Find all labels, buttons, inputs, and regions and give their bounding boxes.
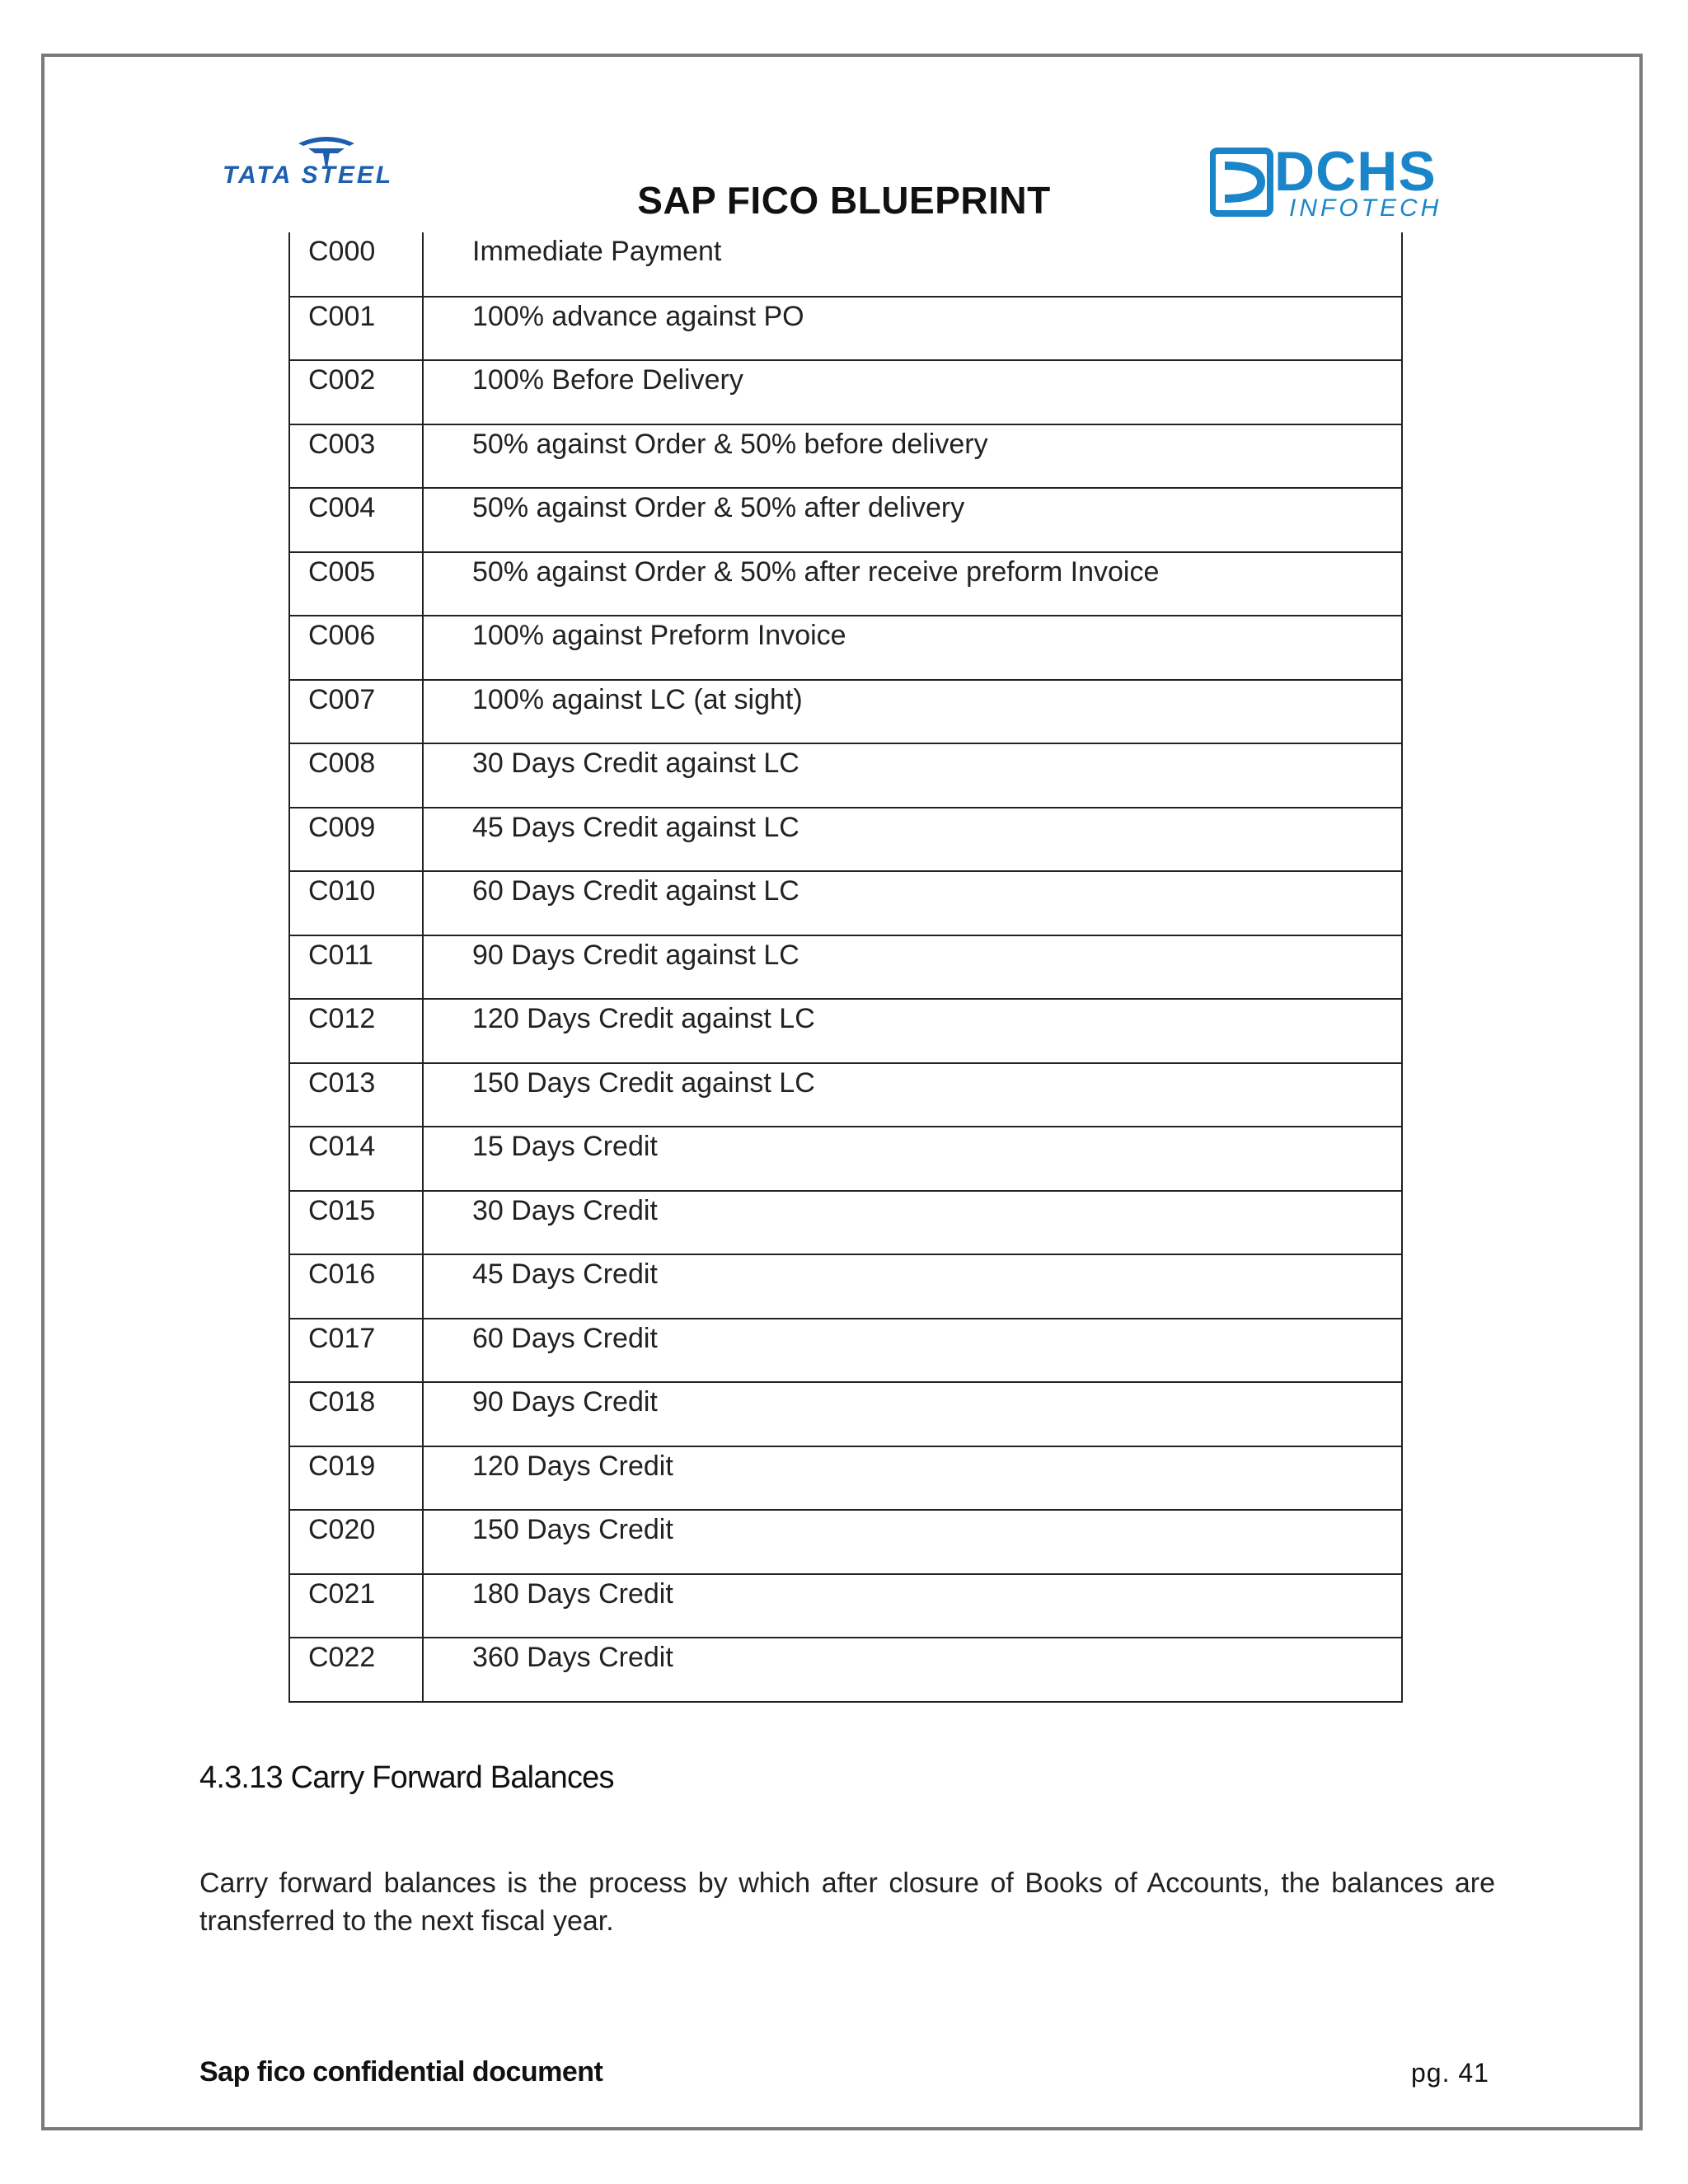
- table-row: [289, 808, 1402, 872]
- infotech-logo-text: INFOTECH: [1289, 194, 1442, 220]
- payment-term-description: 180 Days Credit: [423, 1574, 1402, 1638]
- table-row: [289, 1446, 1402, 1511]
- payment-term-code: C004: [289, 488, 423, 552]
- payment-term-description: Immediate Payment: [423, 232, 1402, 297]
- payment-term-description: 100% against LC (at sight): [423, 680, 1402, 744]
- payment-term-description: 90 Days Credit: [423, 1382, 1402, 1446]
- table-row: [289, 424, 1402, 489]
- payment-term-description: 60 Days Credit against LC: [423, 871, 1402, 935]
- section-heading: 4.3.13 Carry Forward Balances: [199, 1760, 614, 1795]
- payment-term-code: C006: [289, 616, 423, 680]
- payment-term-description: 50% against Order & 50% after receive preform Invoice: [423, 552, 1402, 616]
- payment-term-description: 15 Days Credit: [423, 1127, 1402, 1191]
- table-row: [289, 743, 1402, 808]
- table-row: [289, 232, 1402, 297]
- payment-term-description: 50% against Order & 50% after delivery: [423, 488, 1402, 552]
- page-number: pg. 41: [1411, 2058, 1489, 2088]
- table-row: [289, 999, 1402, 1063]
- payment-term-code: C001: [289, 297, 423, 361]
- payment-term-description: 120 Days Credit against LC: [423, 999, 1402, 1063]
- table-row: [289, 1319, 1402, 1383]
- payment-term-description: 30 Days Credit against LC: [423, 743, 1402, 808]
- payment-term-code: C020: [289, 1510, 423, 1574]
- payment-term-code: C008: [289, 743, 423, 808]
- table-row: [289, 871, 1402, 935]
- section-body-text: Carry forward balances is the process by which after closure of Books of Accounts, the balances are transferred to the next fiscal year.: [199, 1868, 1495, 1937]
- dchs-logo-text: DCHS: [1274, 144, 1437, 203]
- payment-term-description: 100% advance against PO: [423, 297, 1402, 361]
- payment-term-code: C011: [289, 935, 423, 1000]
- document-title: SAP FICO BLUEPRINT: [637, 179, 1051, 222]
- table-row: [289, 1510, 1402, 1574]
- payment-term-code: C005: [289, 552, 423, 616]
- payment-term-code: C000: [289, 232, 423, 297]
- payment-terms-table-body: [289, 232, 1402, 1702]
- payment-term-description: 150 Days Credit against LC: [423, 1063, 1402, 1127]
- table-row: [289, 1191, 1402, 1255]
- payment-term-code: C009: [289, 808, 423, 872]
- table-row: [289, 552, 1402, 616]
- table-row: [289, 297, 1402, 361]
- payment-term-code: C012: [289, 999, 423, 1063]
- payment-term-code: C015: [289, 1191, 423, 1255]
- table-row: [289, 1127, 1402, 1191]
- payment-term-description: 120 Days Credit: [423, 1446, 1402, 1511]
- payment-term-code: C007: [289, 680, 423, 744]
- payment-term-description: 100% against Preform Invoice: [423, 616, 1402, 680]
- payment-term-description: 360 Days Credit: [423, 1638, 1402, 1702]
- payment-term-description: 45 Days Credit: [423, 1254, 1402, 1319]
- table-row: [289, 1382, 1402, 1446]
- table-row: [289, 488, 1402, 552]
- payment-term-code: C021: [289, 1574, 423, 1638]
- payment-term-code: C014: [289, 1127, 423, 1191]
- payment-term-code: C003: [289, 424, 423, 489]
- table-row: [289, 680, 1402, 744]
- payment-term-code: C002: [289, 360, 423, 424]
- tata-logo-text: TATA STEEL: [223, 162, 394, 188]
- footer-label: Sap fico confidential document: [199, 2056, 603, 2088]
- payment-term-code: C019: [289, 1446, 423, 1511]
- table-row: [289, 935, 1402, 1000]
- table-row: [289, 1254, 1402, 1319]
- table-row: [289, 1638, 1402, 1702]
- payment-term-code: C022: [289, 1638, 423, 1702]
- payment-term-code: C018: [289, 1382, 423, 1446]
- payment-term-description: 50% against Order & 50% before delivery: [423, 424, 1402, 489]
- payment-term-description: 30 Days Credit: [423, 1191, 1402, 1255]
- payment-term-code: C013: [289, 1063, 423, 1127]
- payment-term-code: C016: [289, 1254, 423, 1319]
- payment-term-description: 100% Before Delivery: [423, 360, 1402, 424]
- table-row: [289, 616, 1402, 680]
- table-row: [289, 1063, 1402, 1127]
- payment-terms-table: [288, 232, 1403, 1703]
- payment-term-description: 45 Days Credit against LC: [423, 808, 1402, 872]
- payment-term-description: 150 Days Credit: [423, 1510, 1402, 1574]
- payment-term-description: 60 Days Credit: [423, 1319, 1402, 1383]
- payment-term-code: C017: [289, 1319, 423, 1383]
- table-row: [289, 360, 1402, 424]
- table-row: [289, 1574, 1402, 1638]
- payment-term-code: C010: [289, 871, 423, 935]
- payment-term-description: 90 Days Credit against LC: [423, 935, 1402, 1000]
